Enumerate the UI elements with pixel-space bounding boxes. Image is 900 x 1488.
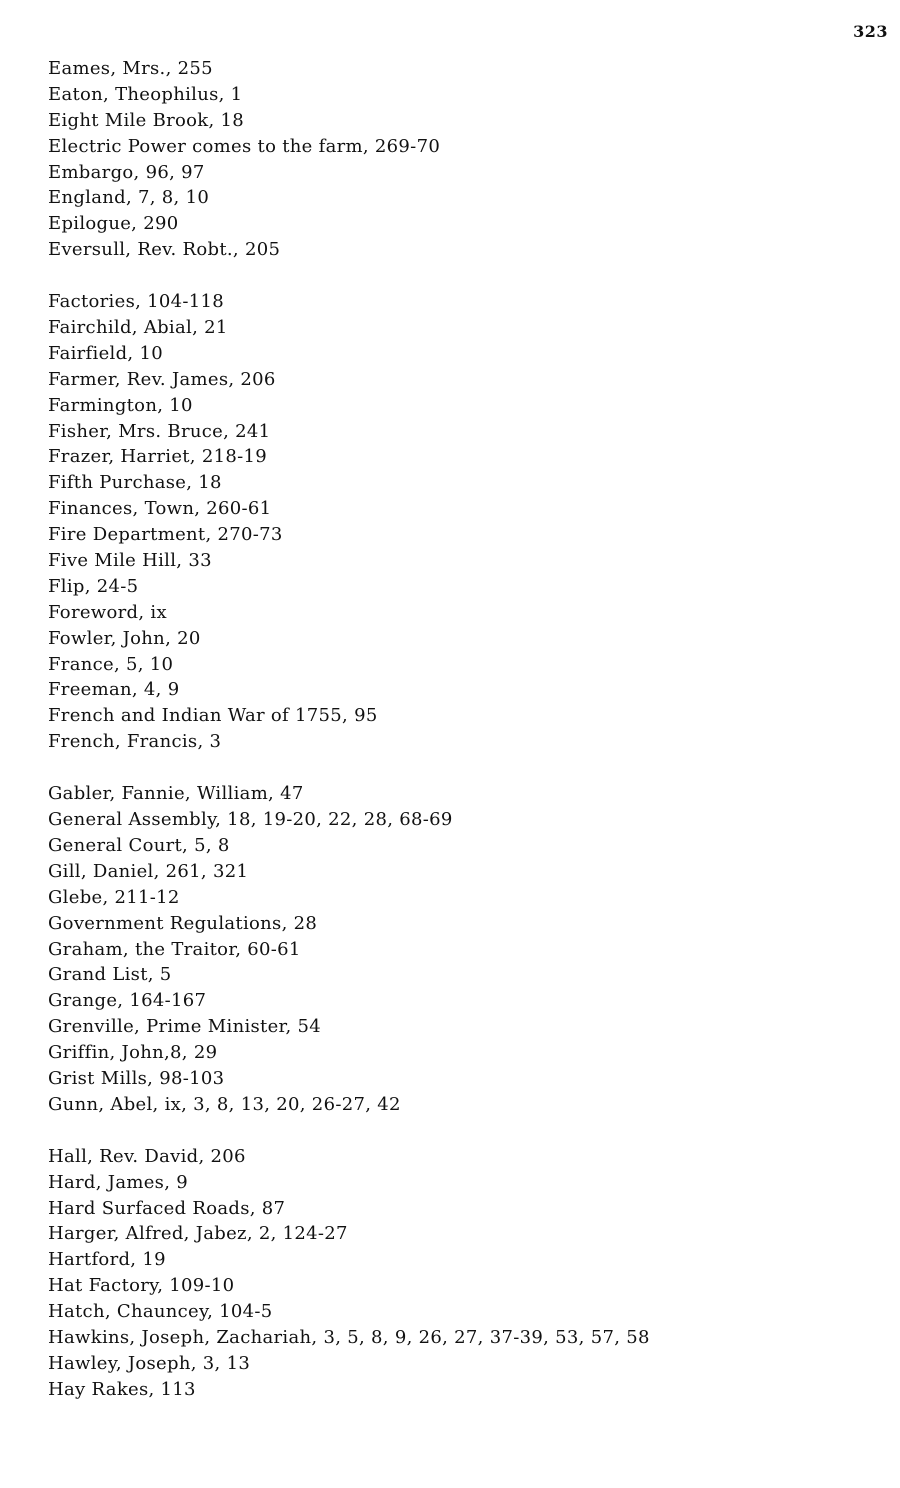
index-entry: France, 5, 10 (48, 653, 174, 675)
index-entry: Eversull, Rev. Robt., 205 (48, 239, 281, 261)
index-entry: Hall, Rev. David, 206 (48, 1145, 246, 1167)
index-entry: Farmer, Rev. James, 206 (48, 368, 276, 390)
index-group (48, 1144, 880, 1403)
index-entry: Foreword, ix (48, 601, 167, 623)
index-entry: Frazer, Harriet, 218-19 (48, 446, 267, 468)
index-entry: Fifth Purchase, 18 (48, 472, 222, 494)
index-entry: Gill, Daniel, 261, 321 (48, 860, 249, 882)
index-entry: Glebe, 211-12 (48, 886, 180, 908)
index-entry: Eames, Mrs., 255 (48, 58, 213, 79)
index-entry: Five Mile Hill, 33 (48, 550, 212, 572)
index-entry: Flip, 24-5 (48, 575, 139, 597)
index-entry: Hatch, Chauncey, 104-5 (48, 1301, 273, 1323)
index-entry: Grand List, 5 (48, 964, 172, 986)
index-entry: General Assembly, 18, 19-20, 22, 28, 68-69 (48, 809, 453, 831)
index-entry: Harger, Alfred, Jabez, 2, 124-27 (48, 1223, 348, 1245)
index-entry: French, Francis, 3 (48, 731, 222, 753)
index-entry: Government Regulations, 28 (48, 912, 318, 934)
index-entry: Fairfield, 10 (48, 342, 163, 364)
index-group (48, 289, 880, 755)
index-entry: Eight Mile Brook, 18 (48, 109, 245, 131)
index-entry: Fisher, Mrs. Bruce, 241 (48, 420, 271, 442)
index-entry: Hat Factory, 109-10 (48, 1275, 235, 1297)
index-entry: General Court, 5, 8 (48, 834, 230, 856)
index-entry: Fairchild, Abial, 21 (48, 317, 228, 339)
index-entry: Finances, Town, 260-61 (48, 498, 272, 520)
index-entry: England, 7, 8, 10 (48, 187, 210, 209)
index-entry: Hawley, Joseph, 3, 13 (48, 1352, 251, 1374)
index-entry: Gunn, Abel, ix, 3, 8, 13, 20, 26-27, 42 (48, 1093, 401, 1115)
page-number: 323 (853, 22, 888, 41)
index-entry: Griffin, John,8, 29 (48, 1042, 218, 1064)
index-entry: Factories, 104-118 (48, 291, 225, 313)
index-entry: Hard, James, 9 (48, 1171, 188, 1193)
index-entry: Grenville, Prime Minister, 54 (48, 1016, 322, 1038)
index-entry: Farmington, 10 (48, 394, 193, 416)
index-group (48, 56, 880, 263)
index-entry: Epilogue, 290 (48, 213, 179, 235)
index-entry: French and Indian War of 1755, 95 (48, 705, 378, 727)
index-entry: Hard Surfaced Roads, 87 (48, 1197, 286, 1219)
index-entry: Fowler, John, 20 (48, 627, 201, 649)
index-list (48, 56, 880, 1429)
index-entry: Hartford, 19 (48, 1249, 166, 1271)
index-entry: Grange, 164-167 (48, 990, 207, 1012)
index-entry: Gabler, Fannie, William, 47 (48, 783, 304, 805)
index-entry: Freeman, 4, 9 (48, 679, 180, 701)
index-entry: Grist Mills, 98-103 (48, 1067, 225, 1089)
index-entry: Eaton, Theophilus, 1 (48, 83, 243, 105)
index-entry: Embargo, 96, 97 (48, 161, 205, 183)
index-entry: Fire Department, 270-73 (48, 524, 283, 546)
index-group (48, 781, 880, 1118)
index-entry: Hay Rakes, 113 (48, 1378, 196, 1400)
index-entry: Hawkins, Joseph, Zachariah, 3, 5, 8, 9, 26, 27, 37-39, 53, 57, 58 (48, 1326, 650, 1348)
index-entry: Electric Power comes to the farm, 269-70 (48, 135, 441, 157)
index-entry: Graham, the Traitor, 60-61 (48, 938, 301, 960)
